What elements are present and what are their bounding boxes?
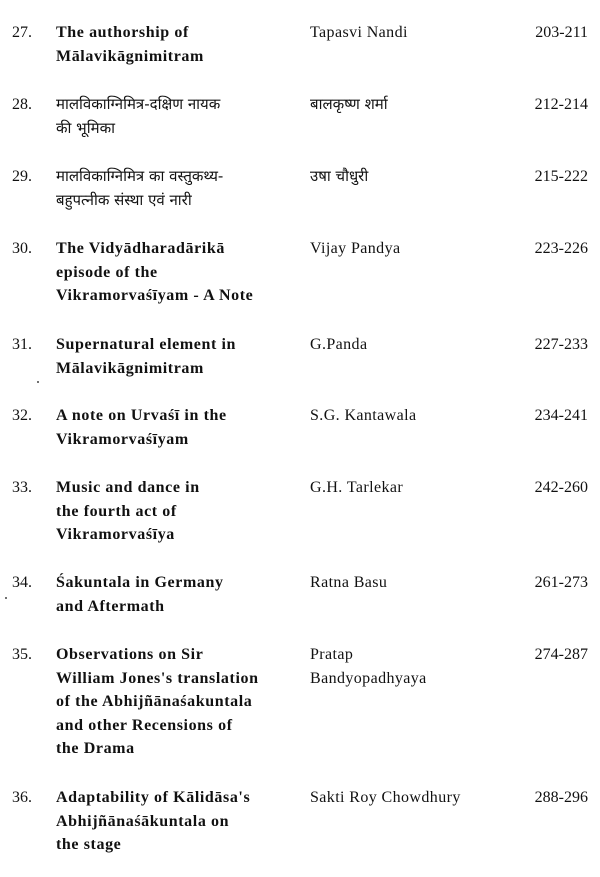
title-line: of the Abhijñānaśakuntala [56,693,253,710]
author-line: Pratap [310,646,354,663]
entry-title [56,786,296,857]
title-line: A note on Urvaśī in the [56,407,227,424]
title-line: and Aftermath [56,597,165,615]
entry-title [56,165,296,212]
title-line: Music and dance in [56,479,200,496]
entry-author [310,404,510,428]
title-line: Supernatural element in [56,336,237,353]
entry-number: 29. [12,168,32,185]
entry-title [56,571,296,618]
entry-title [56,237,296,308]
entry-pages: 261-273 [534,574,588,591]
entry-pages: 215-222 [534,168,588,185]
author-line: G.H. Tarlekar [310,479,404,496]
entry-number: 33. [12,479,32,496]
author-line: उषा चौधुरी [310,167,369,185]
entry-author [310,237,510,261]
title-line: बहुपत्नीक संस्था एवं नारी [56,190,192,209]
title-line: and other Recensions of [56,716,233,734]
title-line: की भूमिका [56,118,115,137]
entry-author [310,165,510,189]
scan-speck [37,381,39,383]
entry-author [310,93,510,117]
entry-number: 32. [12,407,32,424]
title-line: Vikramorvaśīyam - A Note [56,287,254,304]
title-line: मालविकाग्निमित्र का वस्तुकथ्य- [56,167,224,185]
title-line: Abhijñānaśākuntala on [56,812,230,830]
entry-number: 27. [12,24,32,41]
entry-number: 30. [12,240,32,257]
title-line: episode of the [56,263,158,281]
entry-pages: 274-287 [534,646,588,663]
author-line: Sakti Roy Chowdhury [310,789,461,806]
author-line: Ratna Basu [310,574,388,591]
entry-pages: 227-233 [534,336,588,353]
scan-speck [5,597,7,599]
title-line: Vikramorvaśīya [56,526,175,543]
entry-author [310,571,510,595]
author-line: बालकृष्ण शर्मा [310,95,388,113]
author-line: G.Panda [310,336,368,353]
entry-title [56,643,296,761]
entry-pages: 212-214 [534,96,588,113]
title-line: मालविकाग्निमित्र-दक्षिण नायक [56,95,221,113]
title-line: Śakuntala in Germany [56,574,224,591]
entry-number: 28. [12,96,32,113]
title-line: The authorship of [56,24,189,41]
entry-title [56,93,296,140]
title-line: The Vidyādharadārikā [56,240,225,257]
entry-title [56,333,296,380]
entry-number: 36. [12,789,32,806]
entry-number: 34. [12,574,32,591]
title-line: the Drama [56,740,135,757]
author-line: Vijay Pandya [310,240,401,257]
title-line: Mālavikāgnimitram [56,47,204,65]
title-line: the fourth act of [56,502,177,520]
title-line: Mālavikāgnimitram [56,359,204,377]
entry-author [310,476,510,500]
title-line: the stage [56,836,122,853]
entry-title [56,404,296,451]
entry-pages: 234-241 [534,407,588,424]
title-line: Vikramorvaśīyam [56,430,189,448]
title-line: Observations on Sir [56,646,204,663]
entry-author [310,333,510,357]
entry-pages: 242-260 [534,479,588,496]
author-line: S.G. Kantawala [310,407,417,424]
entry-author [310,786,510,810]
entry-pages: 223-226 [534,240,588,257]
author-line: Bandyopadhyaya [310,669,427,687]
entry-pages: 203-211 [535,24,588,41]
author-line: Tapasvi Nandi [310,24,408,41]
entry-pages: 288-296 [534,789,588,806]
entry-author [310,21,510,45]
title-line: Adaptability of Kālidāsa's [56,789,251,806]
entry-title [56,21,296,68]
entry-number: 31. [12,336,32,353]
title-line: William Jones's translation [56,669,259,687]
entry-number: 35. [12,646,32,663]
entry-author [310,643,510,690]
entry-title [56,476,296,547]
